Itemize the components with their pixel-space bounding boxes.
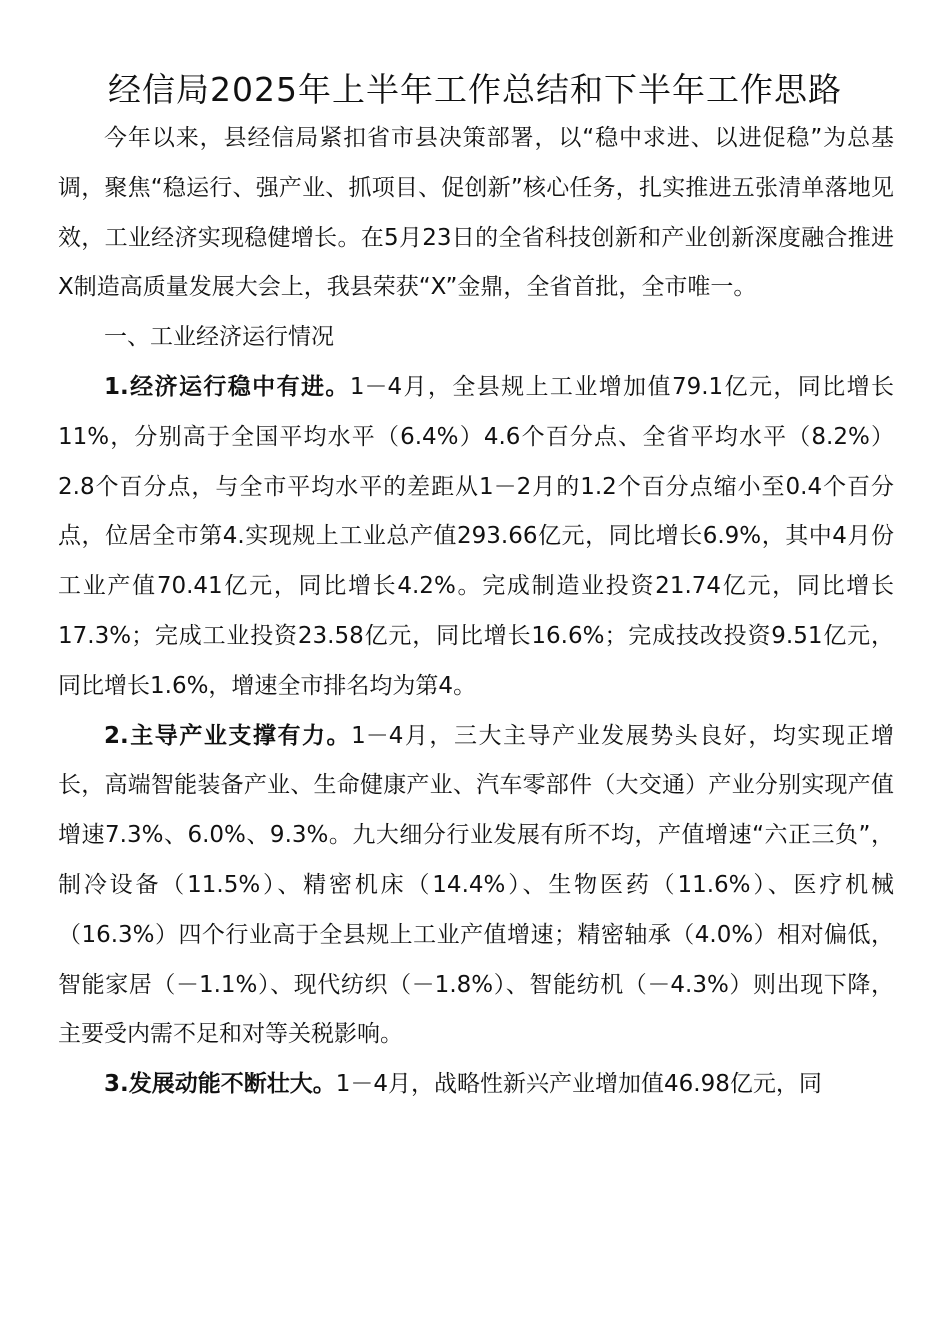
- paragraph-leading-industries: [58, 712, 894, 1061]
- paragraph-lead: 2.主导产业支撑有力。: [104, 722, 352, 749]
- document-body: [58, 114, 894, 1110]
- intro-paragraph: 今年以来，县经信局紧扣省市县决策部署，以“稳中求进、以进促稳”为总基调，聚焦“稳运行、强产业、抓项目、促创新”核心任务，扎实推进五张清单落地见效，工业经济实现稳健增长。在5月23日的全省科技创新和产业创新深度融合推进X制造高质量发展大会上，我县荣获“X”金鼎，全省首批，全市唯一。: [58, 125, 894, 301]
- paragraph-text: 1－4月，战略性新兴产业增加值46.98亿元，同: [335, 1071, 822, 1098]
- paragraph-text: 1－4月，三大主导产业发展势头良好，均实现正增长，高端智能装备产业、生命健康产业、汽车零部件（大交通）产业分别实现产值增速7.3%、6.0%、9.3%。九大细分行业发展有所不均，产值增速“六正三负”，制冷设备（11.5%）、精密机床（14.4%）、生物医药（11.6%）、医疗机械（16.3%）四个行业高于全县规上工业产值增速；精密轴承（4.0%）相对偏低，智能家居（－1.1%）、现代纺织（－1.8%）、智能纺机（－4.3%）则出现下降，主要受内需不足和对等关税影响。: [58, 722, 894, 1048]
- section-heading: 一、工业经济运行情况: [104, 324, 334, 351]
- paragraph-economic-operation: [58, 363, 894, 712]
- paragraph-text: 1－4月，全县规上工业增加值79.1亿元，同比增长11%，分别高于全国平均水平（6.4%）4.6个百分点、全省平均水平（8.2%）2.8个百分点，与全市平均水平的差距从1－2月的1.2个百分点缩小至0.4个百分点，位居全市第4.实现规上工业总产值293.66亿元，同比增长6.9%，其中4月份工业产值70.41亿元，同比增长4.2%。完成制造业投资21.74亿元，同比增长17.3%；完成工业投资23.58亿元，同比增长16.6%；完成技改投资9.51亿元，同比增长1.6%，增速全市排名均为第4。: [58, 373, 894, 699]
- paragraph-lead: 1.经济运行稳中有进。: [104, 373, 350, 400]
- paragraph-development-momentum: [58, 1060, 894, 1110]
- document-title: 经信局2025年上半年工作总结和下半年工作思路: [108, 70, 842, 109]
- paragraph-lead: 3.发展动能不断壮大。: [104, 1071, 336, 1098]
